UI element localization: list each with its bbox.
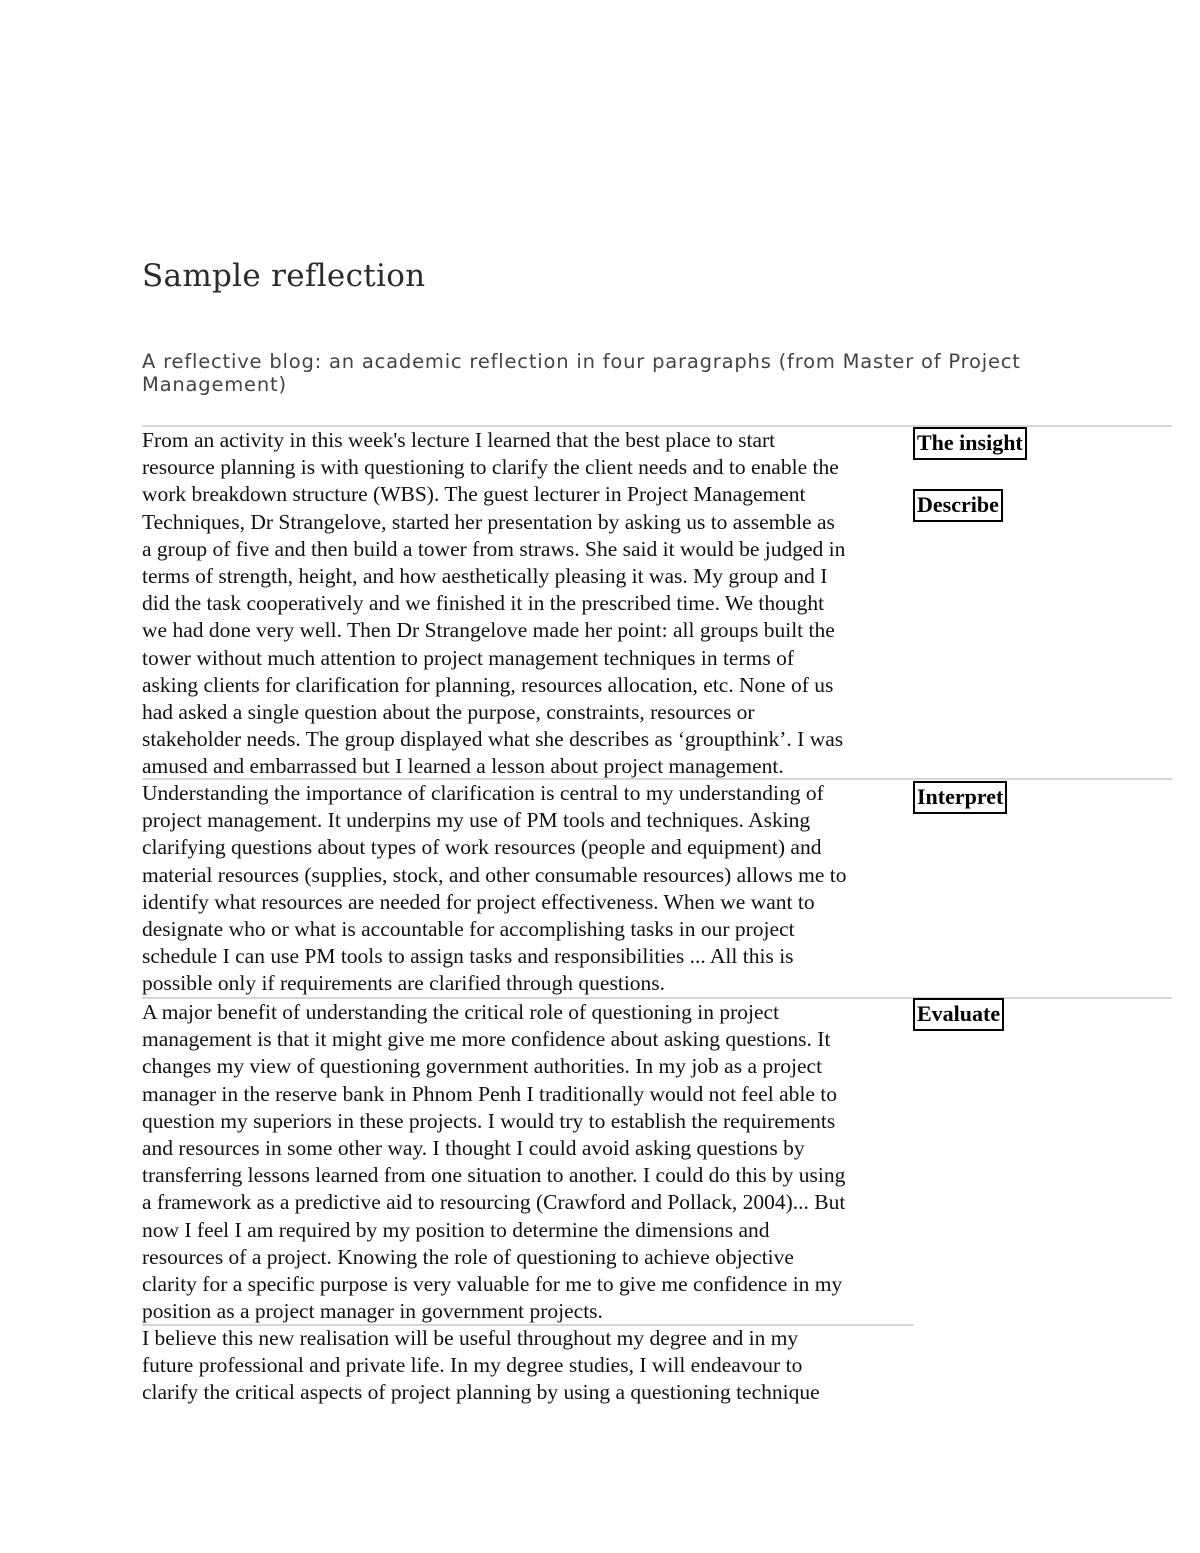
- paragraph-line: had asked a single question about the purpose, constraints, resources or: [142, 700, 755, 725]
- paragraph-line: question my superiors in these projects. I would try to establish the requirements: [142, 1108, 836, 1133]
- paragraph-line: transferring lessons learned from one situation to another. I could do this by using: [142, 1163, 846, 1188]
- paragraph-line: From an activity in this week's lecture I learned that the best place to start: [142, 428, 776, 452]
- paragraph-line: resource planning is with questioning to clarify the client needs and to enable the: [142, 455, 839, 480]
- paragraph-line: resources of a project. Knowing the role of questioning to achieve objective: [142, 1244, 794, 1269]
- paragraph-line: asking clients for clarification for planning, resources allocation, etc. None of us: [142, 672, 834, 697]
- paragraph-line: tower without much attention to project management techniques in terms of: [142, 645, 794, 670]
- paragraph-line: Techniques, Dr Strangelove, started her presentation by asking us to assemble as: [142, 509, 835, 534]
- paragraph-line: I believe this new realisation will be useful throughout my degree and in my: [142, 1326, 799, 1350]
- paragraph-line: changes my view of questioning government authorities. In my job as a project: [142, 1054, 823, 1079]
- paragraph-line: clarity for a specific purpose is very valuable for me to give me confidence in my: [142, 1272, 843, 1297]
- paragraph-line: material resources (supplies, stock, and other consumable resources) allows me to: [142, 862, 847, 887]
- paragraph-line: manager in the reserve bank in Phnom Penh I traditionally would not feel able to: [142, 1081, 837, 1106]
- margin-label-evaluate: Evaluate: [913, 998, 1004, 1031]
- paragraph-line: Understanding the importance of clarification is central to my understanding of: [142, 781, 824, 805]
- reflection-paragraph-evaluate: [142, 999, 917, 1325]
- paragraph-line: possible only if requirements are clarified through questions.: [142, 971, 666, 996]
- reflection-paragraph-interpret: [142, 780, 917, 998]
- paragraph-line: future professional and private life. In my degree studies, I will endeavour to: [142, 1353, 803, 1378]
- paragraph-line: a framework as a predictive aid to resourcing (Crawford and Pollack, 2004)... But: [142, 1190, 846, 1215]
- paragraph-line: did the task cooperatively and we finished it in the prescribed time. We thought: [142, 591, 825, 616]
- paragraph-line: stakeholder needs. The group displayed what she describes as ‘groupthink’. I was: [142, 727, 844, 752]
- paragraph-line: we had done very well. Then Dr Strangelove made her point: all groups built the: [142, 618, 835, 643]
- paragraph-line: position as a project manager in government projects.: [142, 1299, 603, 1324]
- paragraph-line: designate who or what is accountable for accomplishing tasks in our project: [142, 917, 795, 942]
- reflection-paragraph-plan: [142, 1325, 917, 1407]
- paragraph-line: now I feel I am required by my position to determine the dimensions and: [142, 1217, 770, 1242]
- paragraph-line: management is that it might give me more confidence about asking questions. It: [142, 1027, 831, 1052]
- paragraph-line: a group of five and then build a tower from straws. She said it would be judged in: [142, 536, 846, 561]
- paragraph-line: A major benefit of understanding the critical role of questioning in project: [142, 1000, 780, 1024]
- margin-label-the-insight: The insight: [913, 427, 1027, 460]
- paragraph-line: work breakdown structure (WBS). The guest lecturer in Project Management: [142, 482, 806, 507]
- page-subtitle: A reflective blog: an academic reflection in four paragraphs (from Master of Project Management): [142, 350, 1021, 396]
- paragraph-line: terms of strength, height, and how aesthetically pleasing it was. My group and I: [142, 564, 828, 589]
- paragraph-line: project management. It underpins my use of PM tools and techniques. Asking: [142, 808, 811, 833]
- reflection-paragraph-describe: [142, 427, 917, 781]
- page-title: Sample reflection: [142, 258, 426, 294]
- paragraph-line: identify what resources are needed for project effectiveness. When we want to: [142, 889, 815, 914]
- paragraph-line: schedule I can use PM tools to assign tasks and responsibilities ... All this is: [142, 944, 794, 969]
- margin-label-describe: Describe: [913, 489, 1003, 522]
- paragraph-line: clarifying questions about types of work resources (people and equipment) and: [142, 835, 822, 860]
- paragraph-line: and resources in some other way. I thought I could avoid asking questions by: [142, 1136, 805, 1161]
- paragraph-line: clarify the critical aspects of project planning by using a questioning technique: [142, 1380, 820, 1405]
- margin-label-interpret: Interpret: [913, 781, 1007, 814]
- paragraph-line: amused and embarrassed but I learned a lesson about project management.: [142, 754, 784, 779]
